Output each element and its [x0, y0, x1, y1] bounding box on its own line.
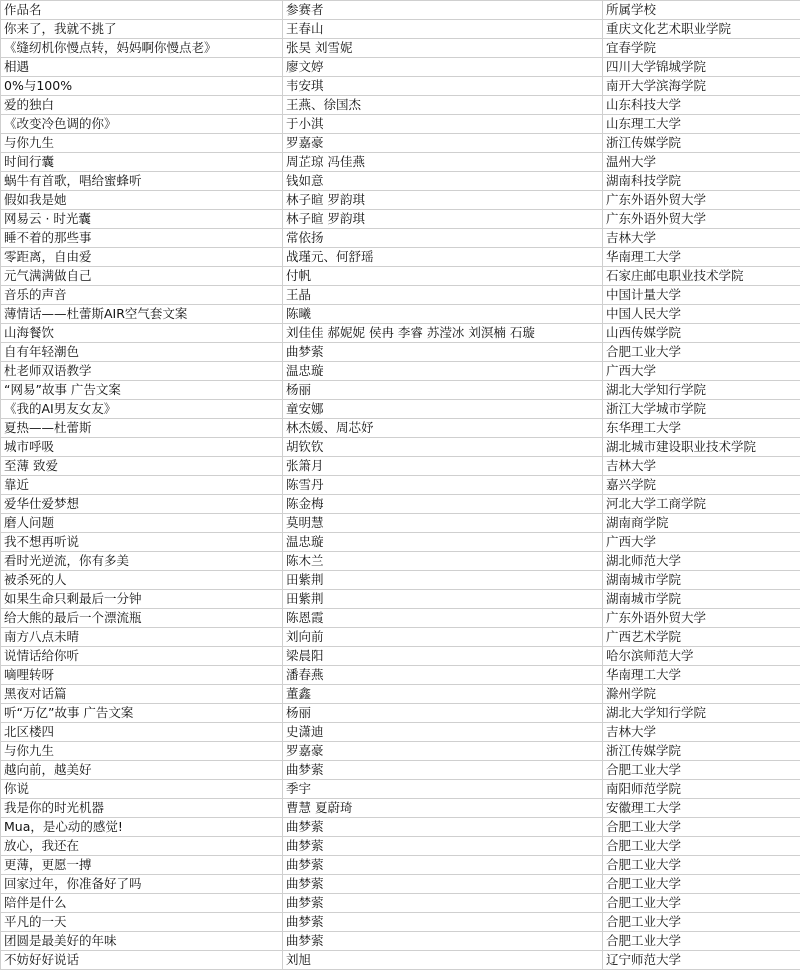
cell-school: 中国人民大学 — [603, 305, 800, 324]
table-header — [1, 1, 800, 20]
table-body — [1, 20, 800, 970]
cell-participant: 周芷琼 冯佳燕 — [283, 153, 603, 172]
header-school: 所属学校 — [603, 1, 800, 20]
cell-work-title: 音乐的声音 — [1, 286, 283, 305]
cell-participant: 莫明慧 — [283, 514, 603, 533]
cell-participant: 韦安琪 — [283, 77, 603, 96]
cell-school: 湖南城市学院 — [603, 590, 800, 609]
cell-work-title: 平凡的一天 — [1, 913, 283, 932]
cell-work-title: 薄情话——杜蕾斯AIR空气套文案 — [1, 305, 283, 324]
cell-school: 南开大学滨海学院 — [603, 77, 800, 96]
cell-school: 湖北大学知行学院 — [603, 704, 800, 723]
cell-work-title: 你来了，我就不挑了 — [1, 20, 283, 39]
cell-work-title: 回家过年，你准备好了吗 — [1, 875, 283, 894]
table-row — [1, 248, 800, 267]
cell-work-title: 给大熊的最后一个漂流瓶 — [1, 609, 283, 628]
cell-work-title: 听“万亿”故事 广告文案 — [1, 704, 283, 723]
cell-work-title: 放心，我还在 — [1, 837, 283, 856]
cell-participant: 曲梦萦 — [283, 894, 603, 913]
cell-work-title: 看时光逆流，你有多美 — [1, 552, 283, 571]
cell-school: 吉林大学 — [603, 457, 800, 476]
table-row — [1, 894, 800, 913]
table-row — [1, 913, 800, 932]
cell-work-title: 与你九生 — [1, 742, 283, 761]
cell-school: 安徽理工大学 — [603, 799, 800, 818]
cell-work-title: 睡不着的那些事 — [1, 229, 283, 248]
cell-participant: 陈恩霞 — [283, 609, 603, 628]
cell-school: 宜春学院 — [603, 39, 800, 58]
table-row — [1, 172, 800, 191]
table-row — [1, 552, 800, 571]
cell-school: 温州大学 — [603, 153, 800, 172]
cell-work-title: 我不想再听说 — [1, 533, 283, 552]
cell-work-title: 不妨好好说话 — [1, 951, 283, 970]
table-row — [1, 115, 800, 134]
cell-school: 湖南科技学院 — [603, 172, 800, 191]
cell-participant: 童安娜 — [283, 400, 603, 419]
cell-work-title: 更薄，更愿一搏 — [1, 856, 283, 875]
cell-work-title: 杜老师双语教学 — [1, 362, 283, 381]
cell-work-title: 磨人问题 — [1, 514, 283, 533]
cell-school: 湖南城市学院 — [603, 571, 800, 590]
cell-school: 合肥工业大学 — [603, 875, 800, 894]
cell-work-title: 至薄 致爱 — [1, 457, 283, 476]
table-row — [1, 324, 800, 343]
cell-participant: 曲梦萦 — [283, 875, 603, 894]
cell-school: 湖北大学知行学院 — [603, 381, 800, 400]
cell-participant: 胡钦钦 — [283, 438, 603, 457]
cell-school: 辽宁师范大学 — [603, 951, 800, 970]
cell-school: 合肥工业大学 — [603, 856, 800, 875]
cell-work-title: 说情话给你听 — [1, 647, 283, 666]
cell-school: 嘉兴学院 — [603, 476, 800, 495]
cell-participant: 梁晨阳 — [283, 647, 603, 666]
table-row — [1, 856, 800, 875]
cell-participant: 曹慧 夏蔚琦 — [283, 799, 603, 818]
table-row — [1, 153, 800, 172]
cell-work-title: 南方八点未晴 — [1, 628, 283, 647]
table-row — [1, 419, 800, 438]
cell-work-title: 爱华仕爱梦想 — [1, 495, 283, 514]
cell-participant: 钱如意 — [283, 172, 603, 191]
header-participant: 参赛者 — [283, 1, 603, 20]
cell-school: 合肥工业大学 — [603, 894, 800, 913]
cell-participant: 陈木兰 — [283, 552, 603, 571]
cell-school: 重庆文化艺术职业学院 — [603, 20, 800, 39]
cell-school: 华南理工大学 — [603, 666, 800, 685]
cell-participant: 季宇 — [283, 780, 603, 799]
cell-school: 合肥工业大学 — [603, 343, 800, 362]
cell-participant: 陈金梅 — [283, 495, 603, 514]
cell-participant: 于小淇 — [283, 115, 603, 134]
cell-work-title: 城市呼吸 — [1, 438, 283, 457]
cell-work-title: 网易云 · 时光囊 — [1, 210, 283, 229]
cell-school: 湖北城市建设职业技术学院 — [603, 438, 800, 457]
cell-school: 湖南商学院 — [603, 514, 800, 533]
cell-work-title: 山海餐饮 — [1, 324, 283, 343]
cell-participant: 田紫荆 — [283, 571, 603, 590]
cell-participant: 王春山 — [283, 20, 603, 39]
table-row — [1, 628, 800, 647]
cell-work-title: 团圆是最美好的年味 — [1, 932, 283, 951]
table-row — [1, 875, 800, 894]
cell-school: 南阳师范学院 — [603, 780, 800, 799]
cell-participant: 田紫荆 — [283, 590, 603, 609]
cell-school: 广东外语外贸大学 — [603, 210, 800, 229]
table-row — [1, 210, 800, 229]
cell-school: 合肥工业大学 — [603, 913, 800, 932]
cell-participant: 林杰媛、周芯妤 — [283, 419, 603, 438]
table-row — [1, 457, 800, 476]
cell-participant: 曲梦萦 — [283, 856, 603, 875]
cell-participant: 张昊 刘雪妮 — [283, 39, 603, 58]
cell-school: 浙江传媒学院 — [603, 742, 800, 761]
cell-participant: 罗嘉豪 — [283, 742, 603, 761]
cell-participant: 曲梦萦 — [283, 932, 603, 951]
cell-school: 哈尔滨师范大学 — [603, 647, 800, 666]
table-row — [1, 191, 800, 210]
cell-work-title: 黑夜对话篇 — [1, 685, 283, 704]
cell-work-title: 被杀死的人 — [1, 571, 283, 590]
cell-participant: 曲梦萦 — [283, 818, 603, 837]
cell-participant: 刘旭 — [283, 951, 603, 970]
cell-participant: 史潇迪 — [283, 723, 603, 742]
table-row — [1, 666, 800, 685]
cell-work-title: 0%与100% — [1, 77, 283, 96]
table-row — [1, 571, 800, 590]
table-row — [1, 267, 800, 286]
cell-school: 华南理工大学 — [603, 248, 800, 267]
table-row — [1, 609, 800, 628]
cell-work-title: 如果生命只剩最后一分钟 — [1, 590, 283, 609]
cell-work-title: 《缝纫机你慢点转，妈妈啊你慢点老》 — [1, 39, 283, 58]
cell-school: 山东理工大学 — [603, 115, 800, 134]
table-row — [1, 818, 800, 837]
cell-school: 山东科技大学 — [603, 96, 800, 115]
cell-work-title: 嘀哩转呀 — [1, 666, 283, 685]
cell-participant: 张箫月 — [283, 457, 603, 476]
cell-work-title: 自有年轻潮色 — [1, 343, 283, 362]
cell-work-title: 与你九生 — [1, 134, 283, 153]
cell-participant: 刘向前 — [283, 628, 603, 647]
cell-work-title: Mua，是心动的感觉! — [1, 818, 283, 837]
cell-school: 合肥工业大学 — [603, 761, 800, 780]
table-row — [1, 533, 800, 552]
table-row — [1, 932, 800, 951]
cell-participant: 潘春燕 — [283, 666, 603, 685]
table-row — [1, 400, 800, 419]
cell-work-title: 靠近 — [1, 476, 283, 495]
cell-school: 合肥工业大学 — [603, 837, 800, 856]
cell-work-title: 《改变冷色调的你》 — [1, 115, 283, 134]
cell-participant: 刘佳佳 郝妮妮 侯冉 李睿 苏滢冰 刘溟楠 石璇 — [283, 324, 603, 343]
cell-participant: 王晶 — [283, 286, 603, 305]
cell-school: 湖北师范大学 — [603, 552, 800, 571]
cell-work-title: 夏热——杜蕾斯 — [1, 419, 283, 438]
cell-work-title: 元气满满做自己 — [1, 267, 283, 286]
table-row — [1, 58, 800, 77]
header-work-title: 作品名 — [1, 1, 283, 20]
cell-participant: 王燕、徐国杰 — [283, 96, 603, 115]
cell-participant: 林子暄 罗韵琪 — [283, 210, 603, 229]
table-row — [1, 343, 800, 362]
cell-work-title: 《我的AI男友女友》 — [1, 400, 283, 419]
cell-participant: 曲梦萦 — [283, 837, 603, 856]
cell-work-title: 时间行囊 — [1, 153, 283, 172]
cell-school: 石家庄邮电职业技术学院 — [603, 267, 800, 286]
table-row — [1, 77, 800, 96]
cell-school: 中国计量大学 — [603, 286, 800, 305]
cell-school: 浙江大学城市学院 — [603, 400, 800, 419]
cell-school: 浙江传媒学院 — [603, 134, 800, 153]
table-row — [1, 20, 800, 39]
cell-school: 广西艺术学院 — [603, 628, 800, 647]
table-row — [1, 96, 800, 115]
cell-participant: 付帆 — [283, 267, 603, 286]
table-row — [1, 495, 800, 514]
table-row — [1, 837, 800, 856]
cell-school: 合肥工业大学 — [603, 932, 800, 951]
cell-participant: 廖文婷 — [283, 58, 603, 77]
cell-school: 滁州学院 — [603, 685, 800, 704]
cell-participant: 常依扬 — [283, 229, 603, 248]
cell-work-title: 我是你的时光机器 — [1, 799, 283, 818]
table-row — [1, 590, 800, 609]
table-row — [1, 39, 800, 58]
table-row — [1, 780, 800, 799]
cell-work-title: 爱的独白 — [1, 96, 283, 115]
cell-participant: 杨丽 — [283, 381, 603, 400]
cell-participant: 罗嘉豪 — [283, 134, 603, 153]
cell-participant: 温忠璇 — [283, 362, 603, 381]
table-row — [1, 761, 800, 780]
cell-school: 河北大学工商学院 — [603, 495, 800, 514]
table-row — [1, 704, 800, 723]
cell-participant: 战瑾元、何舒瑶 — [283, 248, 603, 267]
cell-school: 吉林大学 — [603, 229, 800, 248]
table-row — [1, 381, 800, 400]
table-row — [1, 742, 800, 761]
cell-participant: 曲梦萦 — [283, 913, 603, 932]
cell-participant: 陈曦 — [283, 305, 603, 324]
cell-participant: 杨丽 — [283, 704, 603, 723]
cell-participant: 温忠璇 — [283, 533, 603, 552]
cell-school: 广西大学 — [603, 362, 800, 381]
cell-school: 广西大学 — [603, 533, 800, 552]
cell-school: 四川大学锦城学院 — [603, 58, 800, 77]
table-row — [1, 514, 800, 533]
cell-work-title: “网易”故事 广告文案 — [1, 381, 283, 400]
cell-work-title: 陪伴是什么 — [1, 894, 283, 913]
table-row — [1, 229, 800, 248]
table-row — [1, 305, 800, 324]
table-row — [1, 685, 800, 704]
cell-work-title: 越向前，越美好 — [1, 761, 283, 780]
cell-school: 山西传媒学院 — [603, 324, 800, 343]
cell-work-title: 蜗牛有首歌，唱给蜜蜂听 — [1, 172, 283, 191]
table-row — [1, 723, 800, 742]
table-row — [1, 799, 800, 818]
table-row — [1, 647, 800, 666]
table-row — [1, 286, 800, 305]
header-row — [1, 1, 800, 20]
table-row — [1, 438, 800, 457]
cell-school: 合肥工业大学 — [603, 818, 800, 837]
table-row — [1, 362, 800, 381]
cell-work-title: 北区楼四 — [1, 723, 283, 742]
cell-school: 吉林大学 — [603, 723, 800, 742]
cell-school: 广东外语外贸大学 — [603, 609, 800, 628]
cell-participant: 曲梦萦 — [283, 761, 603, 780]
cell-work-title: 零距离，自由爱 — [1, 248, 283, 267]
cell-participant: 陈雪丹 — [283, 476, 603, 495]
table-row — [1, 134, 800, 153]
cell-participant: 林子暄 罗韵琪 — [283, 191, 603, 210]
cell-participant: 曲梦萦 — [283, 343, 603, 362]
cell-work-title: 假如我是她 — [1, 191, 283, 210]
cell-school: 东华理工大学 — [603, 419, 800, 438]
cell-work-title: 你说 — [1, 780, 283, 799]
cell-participant: 董鑫 — [283, 685, 603, 704]
cell-school: 广东外语外贸大学 — [603, 191, 800, 210]
table-row — [1, 476, 800, 495]
cell-work-title: 相遇 — [1, 58, 283, 77]
